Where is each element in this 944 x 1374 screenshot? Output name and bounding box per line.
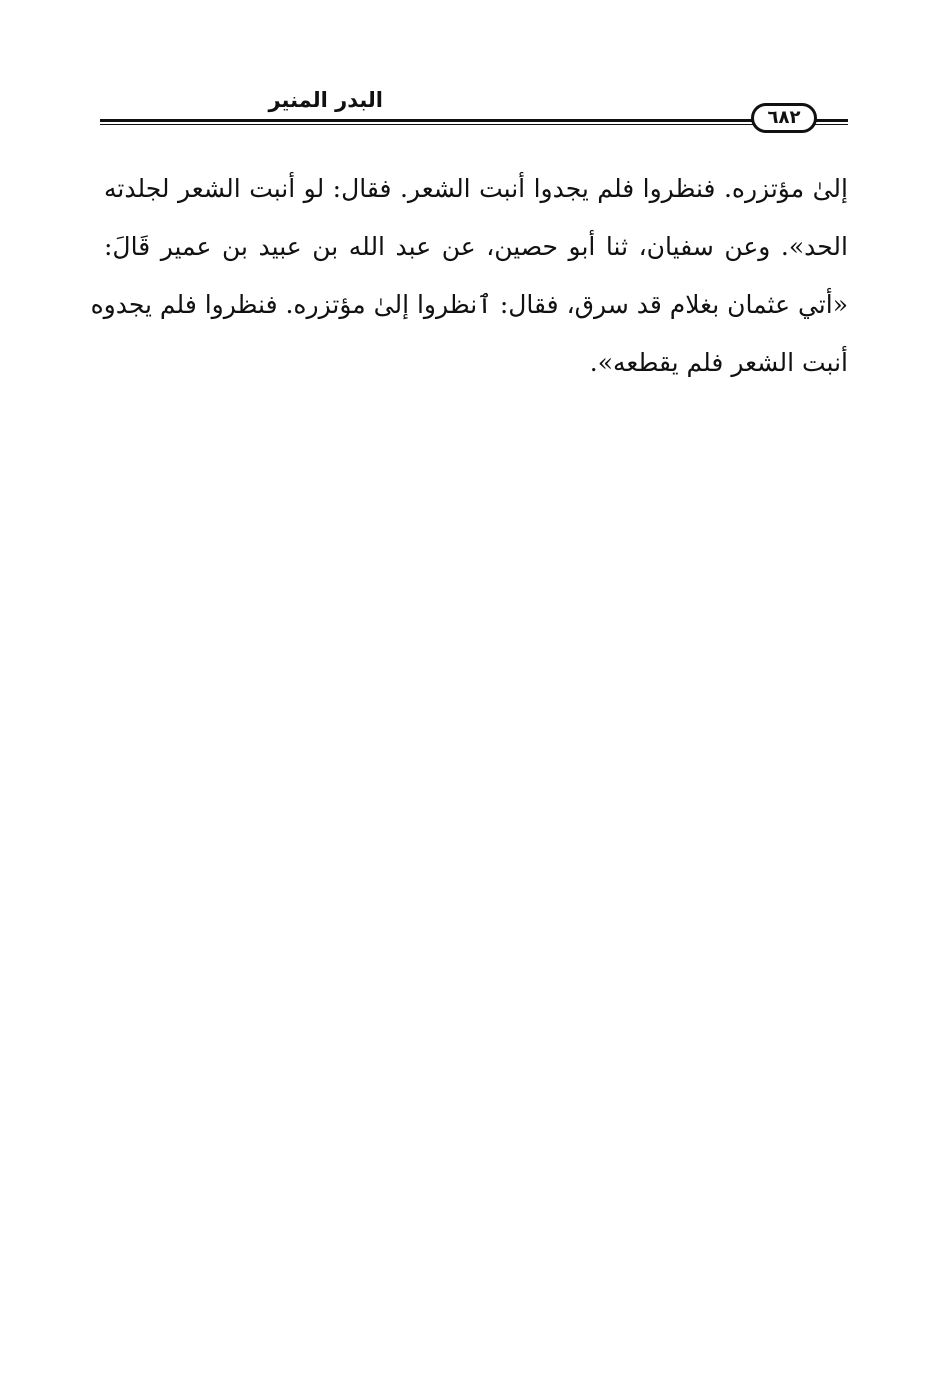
- text-line: الحد». وعن سفيان، ثنا أبو حصين، عن عبد الله بن عبيد بن عمير قَالَ:: [104, 232, 848, 261]
- text-line: أنبت الشعر فلم يقطعه».: [589, 348, 848, 377]
- body-text: [90, 160, 848, 392]
- text-line: «أتي عثمان بغلام قد سرق، فقال: ٱنظروا إلىٰ مؤتزره. فنظروا فلم يجدوه: [90, 290, 848, 319]
- header-rule-thin: [100, 124, 848, 125]
- running-title: البدر المنير: [268, 88, 383, 112]
- page-number: ٦٨٢: [767, 107, 801, 128]
- text-line: إلىٰ مؤتزره. فنظروا فلم يجدوا أنبت الشعر. فقال: لو أنبت الشعر لجلدته: [104, 174, 848, 203]
- page-header: [100, 84, 848, 134]
- page-number-badge: [751, 103, 817, 133]
- header-rule: [100, 119, 848, 125]
